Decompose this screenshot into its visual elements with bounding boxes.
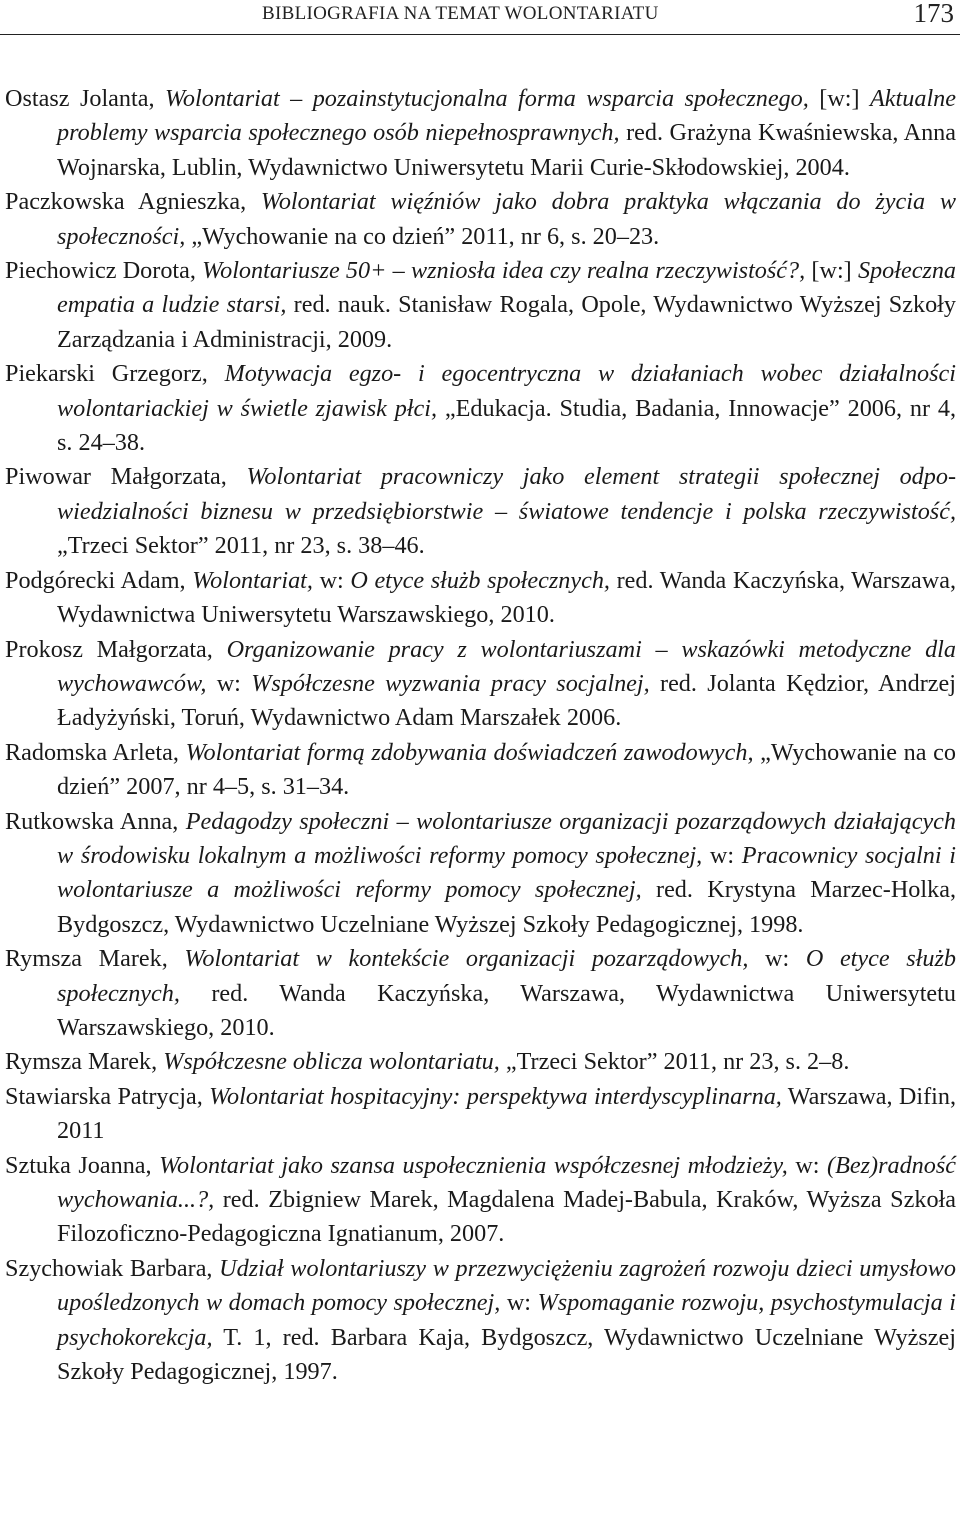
entry-title-text: Pedagodzy społeczni – wolontariusze organizacji pozarządowych działających w środowisku lokalnym a możliwości reformy pomocy społecznej,	[57, 807, 957, 869]
entry-text: Paczkowska Agnieszka,	[5, 188, 261, 216]
entry-text: w:	[702, 841, 742, 869]
bibliography-entry	[5, 1149, 956, 1252]
entry-title-text: Organizowanie pracy z wolontariuszami – wskazówki metodyczne dla wychowawców,	[57, 635, 956, 697]
entry-title-text: Aktualne problemy wsparcia społecznego osób niepełnosprawnych,	[57, 85, 956, 147]
entry-title-text: Współczesne wyzwania pracy socjalnej,	[251, 669, 650, 697]
entry-text: Warszawa, Difin, 2011	[57, 1082, 957, 1145]
entry-text: [w:]	[808, 85, 871, 112]
entry-text: Sztuka Joanna,	[5, 1151, 160, 1179]
entry-title-text: Wolontariat,	[192, 566, 313, 594]
bibliography-entry	[5, 357, 956, 460]
entry-text: red. Jolanta Kędzior, Andrzej Ładyżyński, Toruń, Wydawnictwo Adam Marszałek 2006.	[57, 669, 956, 732]
entry-text: „Edukacja. Studia, Badania, Innowacje” 2006, nr 4, s. 24–38.	[57, 394, 956, 457]
entry-text: red. Wanda Kaczyńska, Warszawa, Wydawnictwa Uniwersytetu Warszawskiego, 2010.	[57, 979, 956, 1041]
bibliography-entry	[5, 736, 956, 805]
bibliography-entry	[5, 633, 956, 736]
entry-text: Podgórecki Adam,	[5, 566, 193, 594]
entry-text: T. 1, red. Barbara Kaja, Bydgoszcz, Wydawnictwo Uczelniane Wyższej Szkoły Pedagogicznej, 1997.	[57, 1323, 956, 1386]
entry-text: w:	[500, 1289, 538, 1317]
bibliography-entry	[5, 805, 956, 943]
entry-title-text: Wolontariat formą zdobywania doświadczeń zawodowych,	[185, 738, 754, 766]
entry-text: Radomska Arleta,	[5, 738, 186, 766]
entry-text: Piekarski Grzegorz,	[5, 360, 225, 388]
bibliography-entry	[5, 942, 956, 1045]
entry-title-text: Współczesne oblicza wolontariatu,	[163, 1048, 500, 1076]
entry-text: red. Wanda Kaczyńska, Warszawa, Wydawnictwa Uniwersytetu Warszawskiego, 2010.	[57, 566, 956, 629]
entry-text: w:	[787, 1151, 828, 1179]
bibliography-entry	[5, 1045, 956, 1079]
entry-text: w:	[748, 945, 806, 973]
entry-title-text: Wolontariat – pozainstytucjonalna forma wsparcia społecznego,	[164, 85, 809, 112]
bibliography-entry	[5, 82, 956, 185]
entry-text: „Trzeci Sektor” 2011, nr 23, s. 2–8.	[499, 1048, 850, 1076]
entry-text: Rymsza Marek,	[5, 945, 185, 973]
bibliography-entry	[5, 1080, 956, 1149]
entry-title-text: Wolontariat w kontekście organizacji pozarządowych,	[184, 945, 749, 973]
entry-title-text: Wolontariat pracowniczy jako element strategii społecznej odpowiedzialności biznesu w przedsiębiorstwie – światowe tendencje i polska rzeczywistość,	[57, 463, 957, 525]
entry-title-text: (Bez)radność wychowania...?,	[57, 1151, 956, 1213]
bibliography-list	[5, 82, 956, 1389]
bibliography-entry	[5, 254, 956, 357]
entry-text: Piwowar Małgorzata,	[5, 463, 247, 491]
entry-title-text: Wspomaganie rozwoju, psychostymulacja i psychokorekcja,	[57, 1289, 957, 1351]
entry-text: w:	[312, 566, 351, 594]
entry-title-text: Wolontariat więźniów jako dobra praktyka włączania do życia w społeczności,	[57, 188, 956, 250]
entry-text: Piechowicz Dorota,	[5, 257, 203, 285]
entry-title-text: O etyce służb społecznych,	[350, 566, 610, 594]
entry-title-text: O etyce służb społecznych,	[57, 945, 956, 1007]
page-header	[0, 0, 960, 35]
entry-text: „Wychowanie na co dzień” 2011, nr 6, s. 20–23.	[185, 222, 660, 250]
entry-text: red. Zbigniew Marek, Magdalena Madej-Babula, Kraków, Wyższa Szkoła Filozoficzno-Pedagogiczna Ignatianum, 2007.	[57, 1186, 956, 1248]
bibliography-entry	[5, 564, 956, 633]
entry-title-text: Społeczna empatia a ludzie starsi,	[57, 257, 957, 319]
entry-text: [w:]	[805, 257, 858, 285]
bibliography-entry	[5, 1252, 956, 1390]
entry-title-text: Udział wolontariuszy w przezwyciężeniu zagrożeń rozwoju dzieci umysłowo upośledzonych w domach pomocy społecznej,	[57, 1254, 956, 1317]
entry-title-text: Motywacja egzo- i egocentryczna w działaniach wobec działalności wolontariackiej w świetle zjawisk płci,	[57, 360, 956, 422]
entry-text: Szychowiak Barbara,	[5, 1254, 220, 1282]
running-head: BIBLIOGRAFIA NA TEMAT WOLONTARIATU	[262, 3, 659, 24]
entry-text: red. Krystyna Marzec-Holka, Bydgoszcz, Wydawnictwo Uczelniane Wyższej Szkoły Pedagogicznej, 1998.	[57, 876, 956, 938]
entry-text: Stawiarska Patrycja,	[5, 1082, 210, 1110]
entry-text: red. nauk. Stanisław Rogala, Opole, Wydawnictwo Wyższej Szkoły Zarządzania i Administracji, 2009.	[57, 291, 956, 353]
entry-title-text: Wolontariusze 50+ – wzniosła idea czy realna rzeczywistość?,	[202, 257, 806, 285]
entry-text: Ostasz Jolanta,	[5, 85, 165, 112]
bibliography-entry	[5, 185, 956, 254]
entry-text: w:	[206, 669, 252, 697]
entry-text: Prokosz Małgorzata,	[5, 635, 227, 663]
entry-title-text: Wolontariat jako szansa uspołecznienia współczesnej młodzieży,	[159, 1151, 788, 1179]
entry-text: red. Grażyna Kwaśniewska, Anna Wojnarska, Lublin, Wydawnictwo Uniwersytetu Marii Curie-Skłodowskiej, 2004.	[57, 119, 957, 181]
entry-text: „Wychowanie na co dzień” 2007, nr 4–5, s. 31–34.	[57, 738, 956, 801]
page-number: 173	[913, 0, 954, 28]
entry-text: „Trzeci Sektor” 2011, nr 23, s. 38–46.	[57, 532, 425, 560]
entry-text: Rymsza Marek,	[5, 1048, 164, 1076]
entry-title-text: Wolontariat hospitacyjny: perspektywa interdyscyplinarna,	[209, 1082, 782, 1110]
entry-title-text: Pracownicy socjalni i wolontariusze a możliwości reformy pomocy społecznej,	[57, 841, 956, 904]
bibliography-entry	[5, 460, 956, 563]
entry-text: Rutkowska Anna,	[5, 807, 186, 835]
